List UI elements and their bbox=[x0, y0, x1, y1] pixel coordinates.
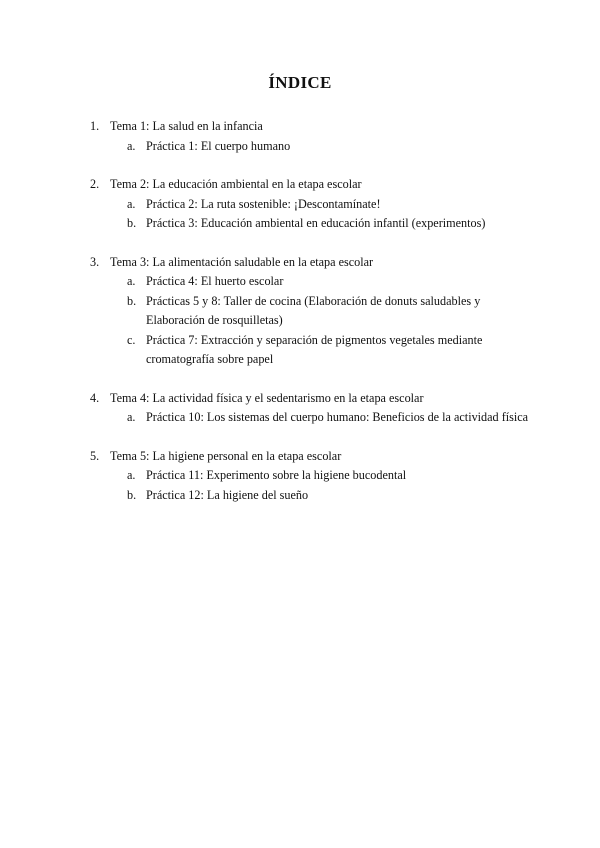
toc-subitem[interactable] bbox=[90, 486, 530, 506]
toc-subitem-label: Práctica 3: Educación ambiental en educación infantil (experimentos) bbox=[146, 216, 486, 230]
toc-topic-label: Tema 2: La educación ambiental en la etapa escolar bbox=[110, 177, 362, 191]
toc-topic-line[interactable] bbox=[90, 175, 530, 195]
toc-subitem-label: Práctica 11: Experimento sobre la higiene bucodental bbox=[146, 468, 407, 482]
toc-topic-label: Tema 1: La salud en la infancia bbox=[110, 119, 263, 133]
page-title: ÍNDICE bbox=[268, 73, 332, 92]
toc-topic-line[interactable] bbox=[90, 389, 530, 409]
toc-subitem-letter: b. bbox=[127, 216, 137, 230]
toc-subitem-label: Práctica 7: Extracción y separación de pigmentos vegetales mediante cromatografía sobre papel bbox=[146, 332, 483, 366]
toc-topic bbox=[90, 117, 530, 156]
toc-topic-number: 5. bbox=[90, 448, 100, 463]
toc-subitem-letter: a. bbox=[127, 410, 136, 424]
toc-topic-label: Tema 4: La actividad física y el sedentarismo en la etapa escolar bbox=[110, 390, 424, 405]
toc-subitem-letter: a. bbox=[127, 138, 136, 153]
toc-subitem-letter: b. bbox=[127, 487, 137, 502]
toc-topic-number: 3. bbox=[90, 254, 100, 269]
toc-subitem-label: Práctica 10: Los sistemas del cuerpo humano: Beneficios de la actividad física bbox=[146, 410, 529, 424]
table-of-contents bbox=[90, 117, 530, 524]
toc-subitem[interactable] bbox=[90, 214, 530, 234]
toc-topic-label: Tema 5: La higiene personal en la etapa escolar bbox=[110, 448, 342, 463]
toc-topic-number: 2. bbox=[90, 177, 100, 191]
toc-subitem[interactable] bbox=[90, 272, 530, 292]
toc-subitem[interactable] bbox=[90, 408, 530, 428]
toc-subitem-label: Práctica 2: La ruta sostenible: ¡Descontamínate! bbox=[146, 196, 381, 211]
toc-subitem[interactable] bbox=[90, 195, 530, 215]
toc-subitem-label: Práctica 1: El cuerpo humano bbox=[146, 138, 291, 153]
toc-topic-number: 1. bbox=[90, 119, 100, 133]
toc-subitem-label: Práctica 12: La higiene del sueño bbox=[146, 487, 309, 502]
toc-subitem-label: Prácticas 5 y 8: Taller de cocina (Elaboración de donuts saludables y Elaboración de rosquilletas) bbox=[146, 293, 481, 327]
toc-subitem[interactable] bbox=[90, 466, 530, 486]
toc-subitem[interactable] bbox=[90, 292, 530, 331]
toc-topic bbox=[90, 447, 530, 506]
toc-subitem[interactable] bbox=[90, 331, 530, 370]
toc-topic bbox=[90, 175, 530, 234]
toc-subitem-letter: b. bbox=[127, 293, 137, 308]
toc-topic bbox=[90, 389, 530, 428]
toc-topic bbox=[90, 253, 530, 370]
toc-subitem-letter: a. bbox=[127, 468, 136, 482]
toc-subitem-letter: a. bbox=[127, 196, 136, 211]
toc-subitem-letter: a. bbox=[127, 274, 136, 288]
toc-topic-number: 4. bbox=[90, 390, 100, 405]
toc-topic-label: Tema 3: La alimentación saludable en la etapa escolar bbox=[110, 254, 374, 269]
toc-subitem-letter: c. bbox=[127, 332, 136, 347]
toc-subitem[interactable] bbox=[90, 137, 530, 157]
toc-topic-line[interactable] bbox=[90, 117, 530, 137]
toc-topic-line[interactable] bbox=[90, 253, 530, 273]
toc-topic-line[interactable] bbox=[90, 447, 530, 467]
toc-subitem-label: Práctica 4: El huerto escolar bbox=[146, 274, 284, 288]
